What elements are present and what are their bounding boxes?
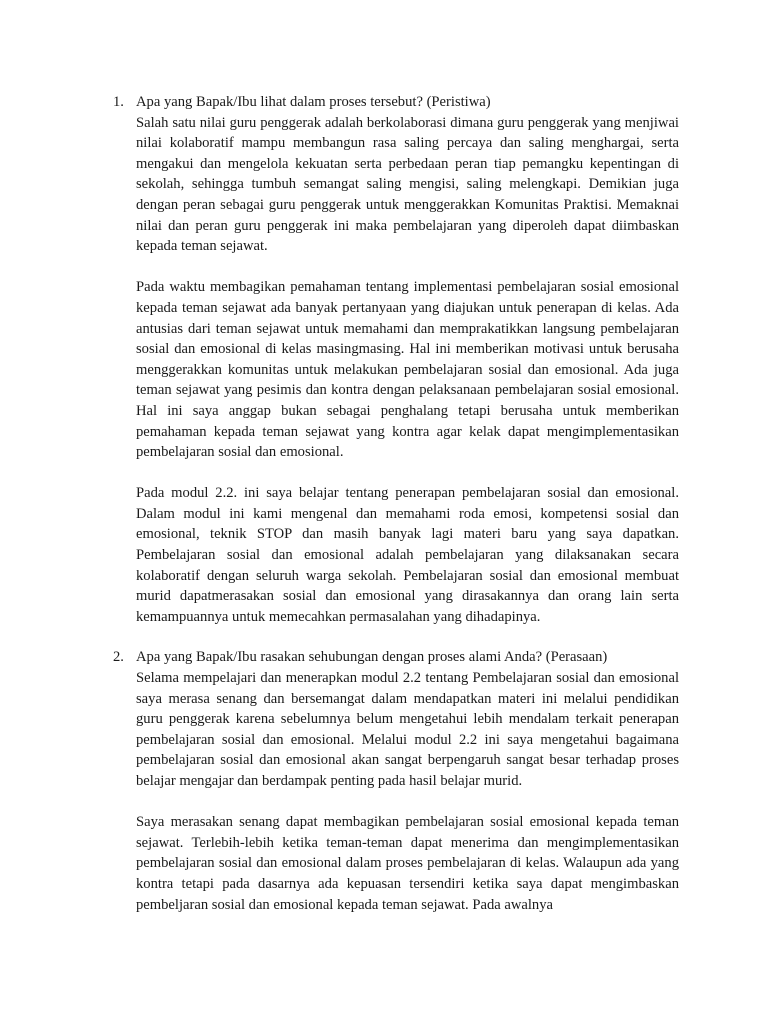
- question-heading: Apa yang Bapak/Ibu lihat dalam proses tersebut? (Peristiwa): [136, 94, 491, 110]
- list-item: [113, 647, 679, 915]
- paragraph: Salah satu nilai guru penggerak adalah berkolaborasi dimana guru penggerak yang menjiwai nilai kolaboratif mampu membangun rasa saling percaya dan saling menghargai, serta mengakui dan mengelola kekuatan serta perbedaan peran tiap pemangku kepentingan di sekolah, sehingga tumbuh semangat saling mengisi, saling melengkapi. Demikian juga dengan peran sebagai guru penggerak untuk menggerakkan Komunitas Praktisi. Memaknai nilai dan peran guru penggerak ini maka pembelajaran yang diperoleh dapat diimbaskan kepada teman sejawat.: [136, 114, 679, 255]
- reflection-list: [113, 92, 679, 935]
- item-number: 2.: [113, 649, 124, 666]
- paragraph: Saya merasakan senang dapat membagikan pembelajaran sosial emosional kepada teman sejawat. Terlebih-lebih ketika teman-teman dapat menerima dan mengimplementasikan pembelajaran sosial dan emosional dalam proses pembelajaran di kelas. Walaupun ada yang kontra tetapi pada dasarnya ada kepuasan tersendiri ketika saya dapat mengimbaskan pembeljaran sosial dan emosional kepada teman sejawat. Pada awalnya: [136, 814, 679, 913]
- paragraph: Pada modul 2.2. ini saya belajar tentang penerapan pembelajaran sosial dan emosional. Dalam modul ini kami mengenal dan memahami roda emosi, kompetensi sosial dan emosional, teknik STOP dan masih banyak lagi materi baru yang saya dapatkan. Pembelajaran sosial dan emosional adalah pembelajaran yang dilaksanakan secara kolaboratif dengan seluruh warga sekolah. Pembelajaran sosial dan emosional membuat murid dapatmerasakan sosial dan emosional yang dirasakannya dan orang lain serta kemampuannya untuk memecahkan permasalahan yang dihadapinya.: [136, 485, 679, 625]
- list-item: [113, 92, 679, 627]
- paragraph: Pada waktu membagikan pemahaman tentang implementasi pembelajaran sosial emosional kepada teman sejawat ada banyak pertanyaan yang diajukan untuk penerapan di kelas. Ada antusias dari teman sejawat untuk memahami dan memprakatikkan langsung pembelajaran sosial dan emosional di kelas masingmasing. Hal ini memberikan motivasi untuk berusaha menggerakkan komunitas untuk melakukan pembelajaran sosial dan emosional. Ada juga teman sejawat yang pesimis dan kontra dengan pelaksanaan pembelajaran sosial emosional. Hal ini saya anggap bukan sebagai penghalang tetapi berusaha untuk memberikan pemahaman kepada teman sejawat yang kontra agar kelak dapat mengimplementasikan pembelajaran sosial dan emosional.: [136, 279, 679, 461]
- question-heading: Apa yang Bapak/Ibu rasakan sehubungan dengan proses alami Anda? (Perasaan): [136, 649, 608, 666]
- paragraph: Selama mempelajari dan menerapkan modul 2.2 tentang Pembelajaran sosial dan emosional saya merasa senang dan bersemangat dalam mendapatkan materi ini melalui pendidikan guru penggerak karena sebelumnya belum mengetahui lebih mendalam terkait penerapan pembelajaran sosial dan emosional. Melalui modul 2.2 ini saya mengetahui bagaimana pembelajaran sosial dan emosional akan sangat berpengaruh sangat besar terhadap proses belajar mengajar dan berdampak penting pada hasil belajar murid.: [136, 670, 679, 789]
- item-number: 1.: [113, 94, 124, 110]
